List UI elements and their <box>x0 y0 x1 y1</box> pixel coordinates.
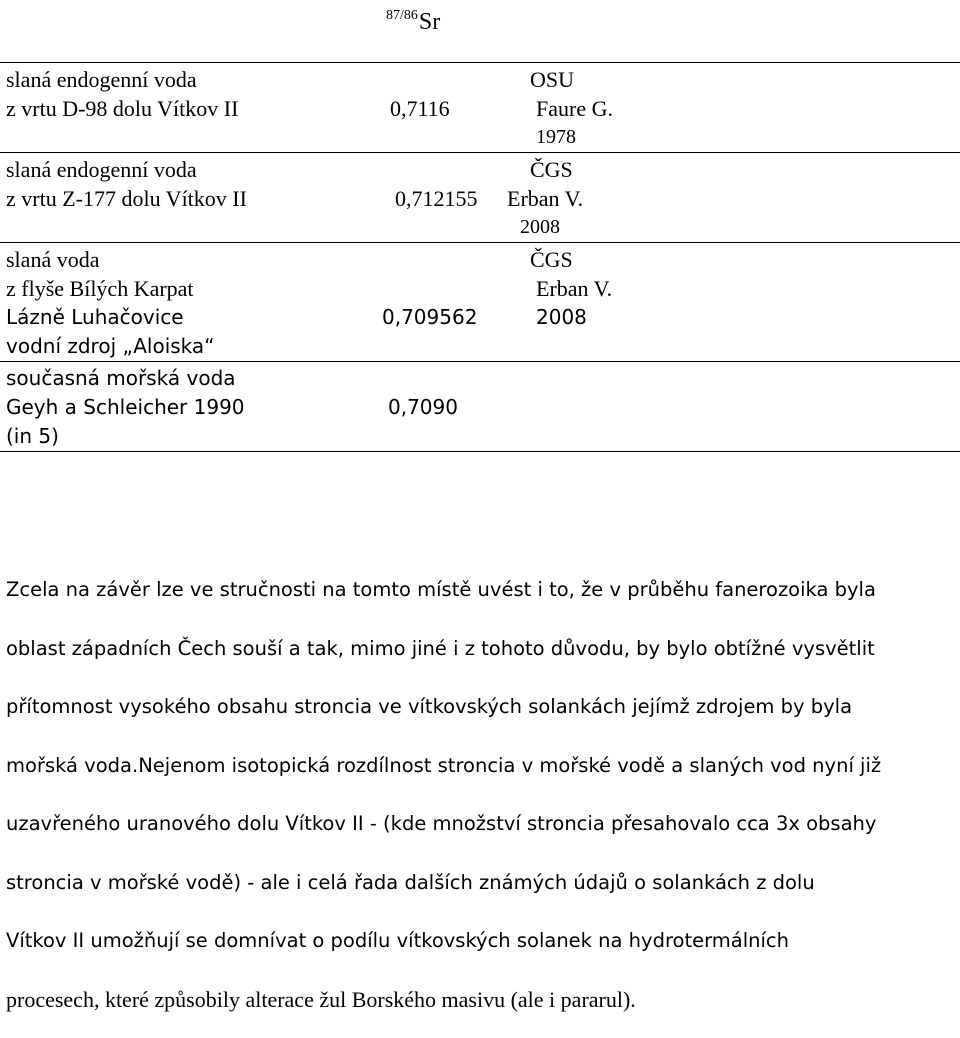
row-value: 0,712155 <box>395 184 478 213</box>
row-source: Faure G. <box>536 94 613 123</box>
row-label: současná mořská voda <box>6 364 236 393</box>
row-label: slaná endogenní voda <box>6 155 197 184</box>
conclusion-paragraph <box>6 570 946 1038</box>
row-label: z flyše Bílých Karpat <box>6 274 194 303</box>
row-label: (in 5) <box>6 422 59 451</box>
row-label: Lázně Luhačovice <box>6 303 184 332</box>
paragraph-line: stroncia v mořské vodě) - ale i celá řada dalších známých údajů o solankách z dolu <box>6 863 946 922</box>
table-row <box>0 62 960 152</box>
table-row <box>0 152 960 242</box>
row-label: z vrtu D-98 dolu Vítkov II <box>6 94 238 123</box>
row-label: vodní zdroj „Aloiska“ <box>6 332 215 361</box>
row-value: 0,7116 <box>390 94 450 123</box>
row-source: 2008 <box>520 213 560 242</box>
table-row <box>0 361 960 451</box>
row-source: ČGS <box>530 155 573 184</box>
paragraph-line: procesech, které způsobily alterace žul Borského masivu (ale i pararul). <box>6 980 946 1038</box>
row-label: z vrtu Z-177 dolu Vítkov II <box>6 184 247 213</box>
row-label: slaná endogenní voda <box>6 65 197 94</box>
paragraph-line: Vítkov II umožňují se domnívat o podílu vítkovských solanek na hydrotermálních <box>6 921 946 980</box>
paragraph-line: oblast západních Čech souší a tak, mimo jiné i z tohoto důvodu, by bylo obtížné vysvětlit <box>6 629 946 688</box>
row-source: 1978 <box>536 123 576 152</box>
paragraph-line: uzavřeného uranového dolu Vítkov II - (kde množství stroncia přesahovalo cca 3x obsahy <box>6 804 946 863</box>
table-bottom-rule <box>0 451 960 452</box>
row-source: Erban V. <box>536 274 612 303</box>
isotope-ratio-superscript: 87/86 <box>386 8 418 23</box>
row-source: ČGS <box>530 245 573 274</box>
row-source: OSU <box>530 65 574 94</box>
element-symbol: Sr <box>419 9 440 35</box>
isotope-table <box>0 62 960 451</box>
row-source: 2008 <box>536 303 587 332</box>
row-value: 0,709562 <box>382 303 477 332</box>
isotope-ratio-heading <box>386 0 440 24</box>
row-source: Erban V. <box>507 184 583 213</box>
paragraph-line: Zcela na závěr lze ve stručnosti na tomto místě uvést i to, že v průběhu fanerozoika byla <box>6 570 946 629</box>
table-row <box>0 242 960 361</box>
paragraph-line: mořská voda.Nejenom isotopická rozdílnost stroncia v mořské vodě a slaných vod nyní již <box>6 746 946 805</box>
paragraph-line: přítomnost vysokého obsahu stroncia ve vítkovských solankách jejímž zdrojem by byla <box>6 687 946 746</box>
row-label: Geyh a Schleicher 1990 <box>6 393 245 422</box>
row-label: slaná voda <box>6 245 99 274</box>
row-value: 0,7090 <box>388 393 458 422</box>
